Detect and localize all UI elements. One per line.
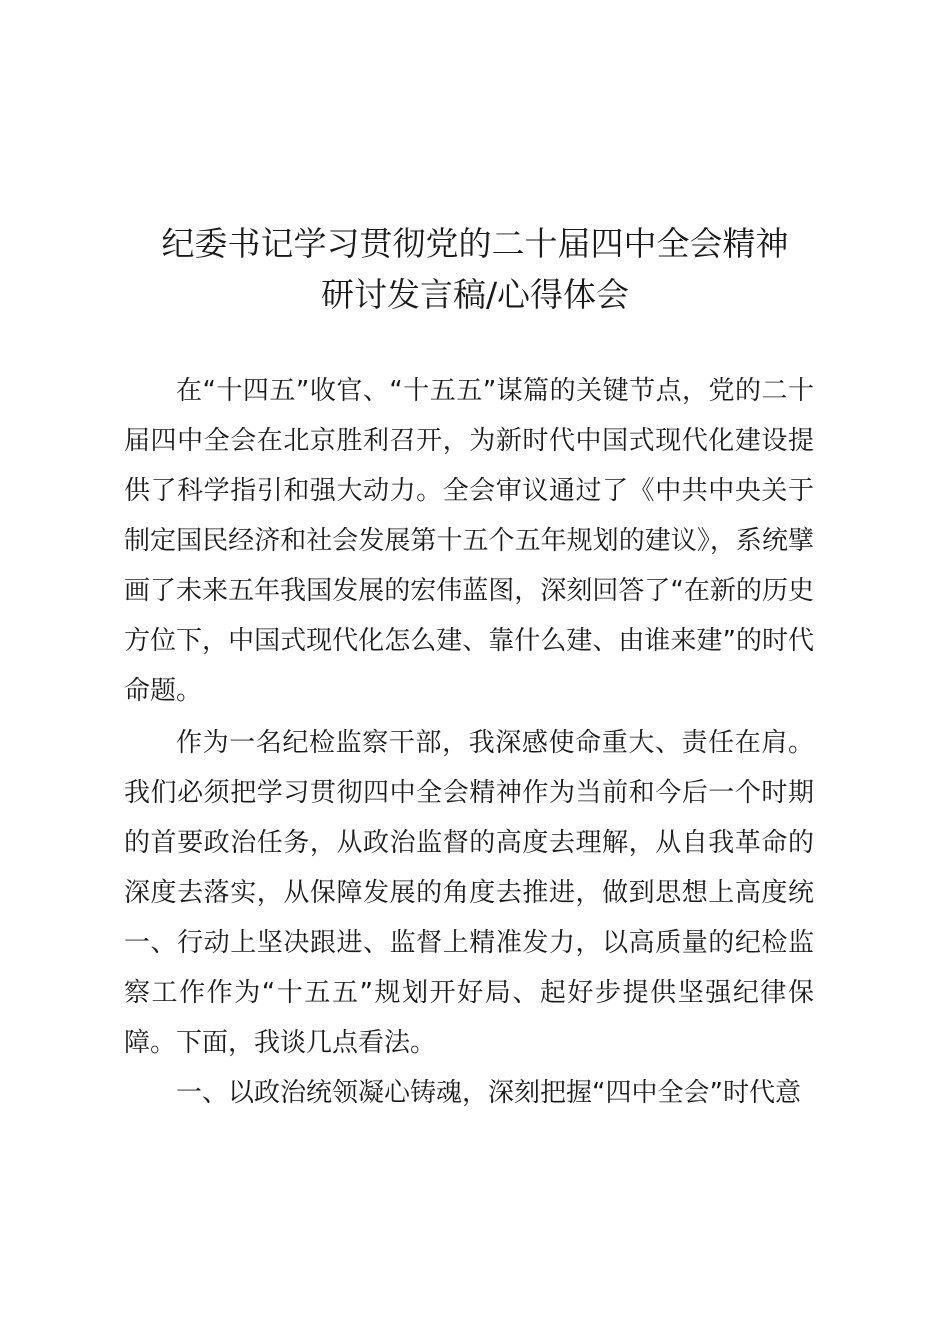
paragraph-responsibility: 作为一名纪检监察干部，我深感使命重大、责任在肩。我们必须把学习贯彻四中全会精神作为当前和今后一个时期的首要政治任务，从政治监督的高度去理解，从自我革命的深度去落实，从保障发展的角度去推进，做到思想上高度统一、行动上坚决跟进、监督上精准发力，以高质量的纪检监察工作作为“十五五”规划开好局、起好步提供坚强纪律保障。下面，我谈几点看法。 [124, 728, 814, 1058]
section-heading-one: 一、以政治统领凝心铸魂，深刻把握“四中全会”时代意 [176, 1078, 801, 1108]
document-title-line-1: 纪委书记学习贯彻党的二十届四中全会精神 [161, 224, 789, 263]
document-title-line-2: 研讨发言稿/心得体会 [320, 275, 630, 314]
paragraph-intro: 在“十四五”收官、“十五五”谋篇的关键节点，党的二十届四中全会在北京胜利召开，为新时代中国式现代化建设提供了科学指引和强大动力。全会审议通过了《中共中央关于制定国民经济和社会发展第十五个五年规划的建议》，系统擘画了未来五年我国发展的宏伟蓝图，深刻回答了“在新的历史方位下，中国式现代化怎么建、靠什么建、由谁来建”的时代命题。 [124, 376, 814, 706]
